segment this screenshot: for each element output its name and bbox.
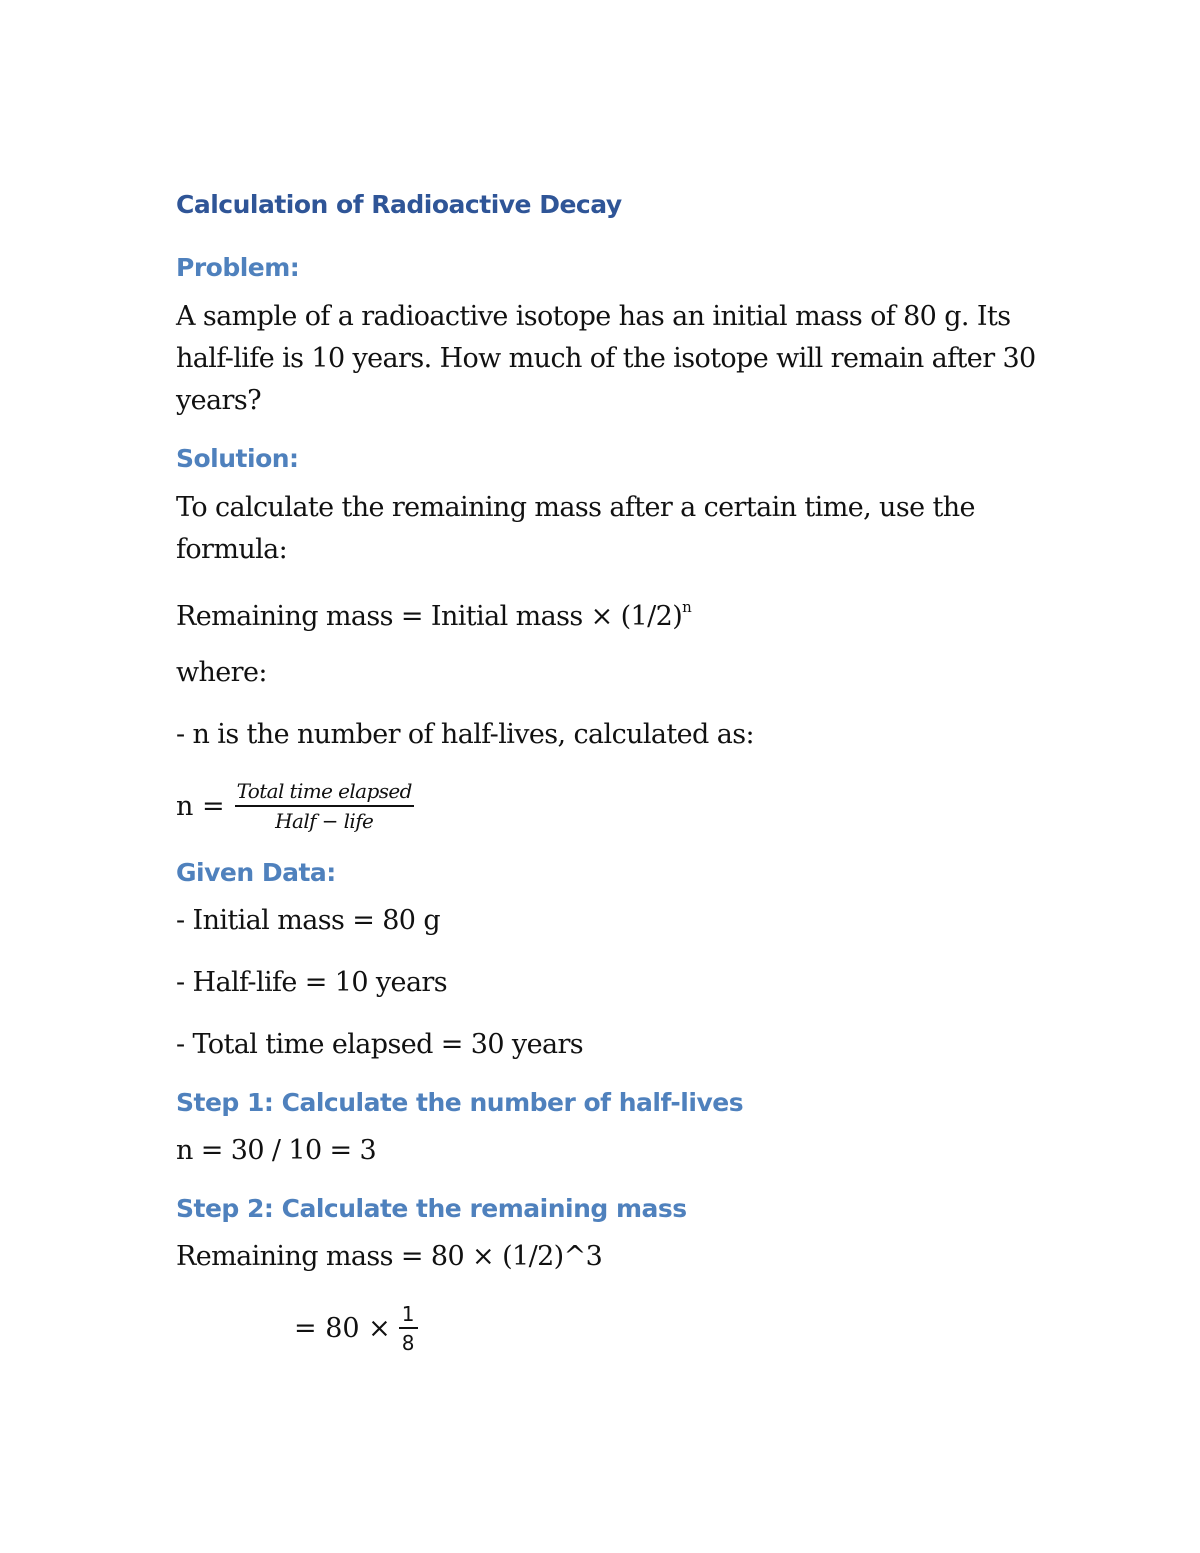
given-item: - Half-life = 10 years (176, 967, 447, 998)
n-lhs: n = (176, 790, 225, 822)
n-definition: - n is the number of half-lives, calculated as: (176, 719, 754, 750)
step1-line: n = 30 / 10 = 3 (176, 1135, 377, 1166)
solution-intro: To calculate the remaining mass after a certain time, use the formula: (176, 492, 975, 565)
where-label: where: (176, 657, 267, 688)
fraction-numerator: 1 (399, 1302, 418, 1329)
fraction-denominator: 8 (401, 1330, 415, 1355)
fraction-numerator: Total time elapsed (235, 779, 414, 807)
fraction-denominator: Half − life (275, 809, 374, 833)
half-lives-formula (176, 776, 414, 836)
step2-line: Remaining mass = 80 × (1/2)^3 (176, 1241, 603, 1272)
document-title: Calculation of Radioactive Decay (176, 190, 622, 219)
step2-lhs: = 80 × (294, 1312, 391, 1344)
problem-text: A sample of a radioactive isotope has an initial mass of 80 g. Its half-life is 10 years. How much of the isotope will remain after 30 years? (176, 301, 1036, 416)
solution-heading: Solution: (176, 444, 299, 473)
half-lives-fraction (235, 779, 414, 833)
formula-base: Remaining mass = Initial mass × (1/2) (176, 601, 683, 632)
step2-fraction-line (294, 1300, 418, 1356)
given-data-heading: Given Data: (176, 858, 336, 887)
remaining-mass-formula (176, 589, 691, 638)
formula-exponent: n (682, 598, 692, 616)
step1-heading: Step 1: Calculate the number of half-lives (176, 1088, 744, 1117)
given-item: - Initial mass = 80 g (176, 905, 441, 936)
one-eighth-fraction (399, 1302, 418, 1355)
problem-heading: Problem: (176, 253, 300, 282)
given-item: - Total time elapsed = 30 years (176, 1029, 584, 1060)
step2-heading: Step 2: Calculate the remaining mass (176, 1194, 687, 1223)
